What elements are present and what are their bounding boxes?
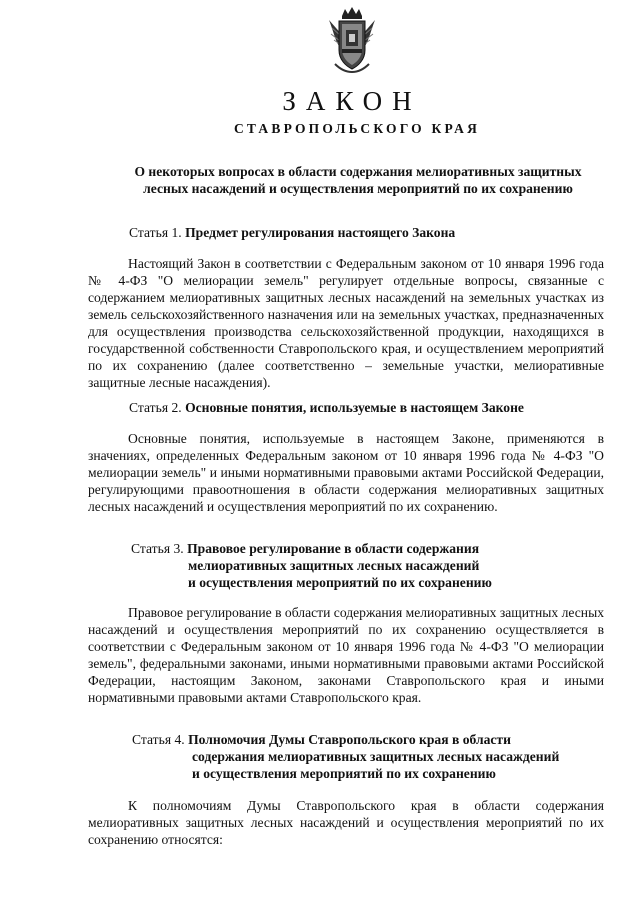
coat-of-arms-icon [327, 6, 377, 74]
article-title: Основные понятия, используемые в настоящем Законе [185, 400, 524, 415]
article-title: Правовое регулирование в области содержания [187, 541, 480, 556]
document-heading-line: лесных насаждений и осуществления мероприятий по их сохранению [143, 181, 573, 196]
article-title: Полномочия Думы Ставропольского края в области [188, 732, 511, 747]
article-title: содержания мелиоративных защитных лесных насаждений [192, 749, 560, 764]
article-1-heading [129, 224, 609, 241]
article-number: Статья 2. [129, 400, 182, 415]
law-title: ЗАКОН [282, 86, 422, 116]
document-heading [88, 163, 628, 197]
article-number: Статья 1. [129, 225, 182, 240]
article-4-heading [132, 731, 622, 782]
region-name: СТАВРОПОЛЬСКОГО КРАЯ [233, 121, 481, 136]
article-number: Статья 3. [131, 541, 184, 556]
article-number: Статья 4. [132, 732, 185, 747]
article-title: Предмет регулирования настоящего Закона [185, 225, 456, 240]
article-4-text: К полномочиям Думы Ставропольского края в области содержания мелиоративных защитных лесных насаждений и осуществления мероприятий по их сохранению относятся: [88, 798, 604, 847]
article-title: и осуществления мероприятий по их сохранению [188, 575, 492, 590]
article-2-text: Основные понятия, используемые в настоящем Законе, применяются в значениях, определенных Федеральным законом от 10 января 1996 года № 4-ФЗ "О мелиорации земель" и иными нормативными правовыми актами Российской Федерации, регулирующими правоотношения в области содержания мелиоративных защитных лесных насаждений и осуществления мероприятий по их сохранению. [88, 431, 604, 514]
article-title: мелиоративных защитных лесных насаждений [188, 558, 480, 573]
document-heading-line: О некоторых вопросах в области содержания мелиоративных защитных [134, 164, 582, 179]
article-3-text: Правовое регулирование в области содержания мелиоративных защитных лесных насаждений и осуществления мероприятий по их сохранению осуществляется в соответствии с Федеральным законом от 10 января 1996 года № 4-ФЗ "О мелиорации земель", федеральными законами, иными нормативными правовыми актами Российской Федерации, настоящим Законом, законами Ставропольского края и иными нормативными правовыми актами Ставропольского края. [88, 605, 604, 705]
article-1-text: Настоящий Закон в соответствии с Федеральным законом от 10 января 1996 года № 4-ФЗ "О мелиорации земель" регулирует отдельные вопросы, связанные с содержанием мелиоративных защитных лесных насаждений на земельных участках из земель сельскохозяйственного назначения или на земельных участках, предназначенных для осуществления производства сельскохозяйственной продукции, находящихся в государственной собственности Ставропольского края, и осуществлением мероприятий по их сохранению (далее соответственно – земельные участки, мелиоративные защитные лесные насаждения). [88, 256, 604, 390]
article-2-heading [129, 399, 609, 416]
article-title: и осуществления мероприятий по их сохранению [192, 766, 496, 781]
article-3-heading [131, 540, 611, 591]
